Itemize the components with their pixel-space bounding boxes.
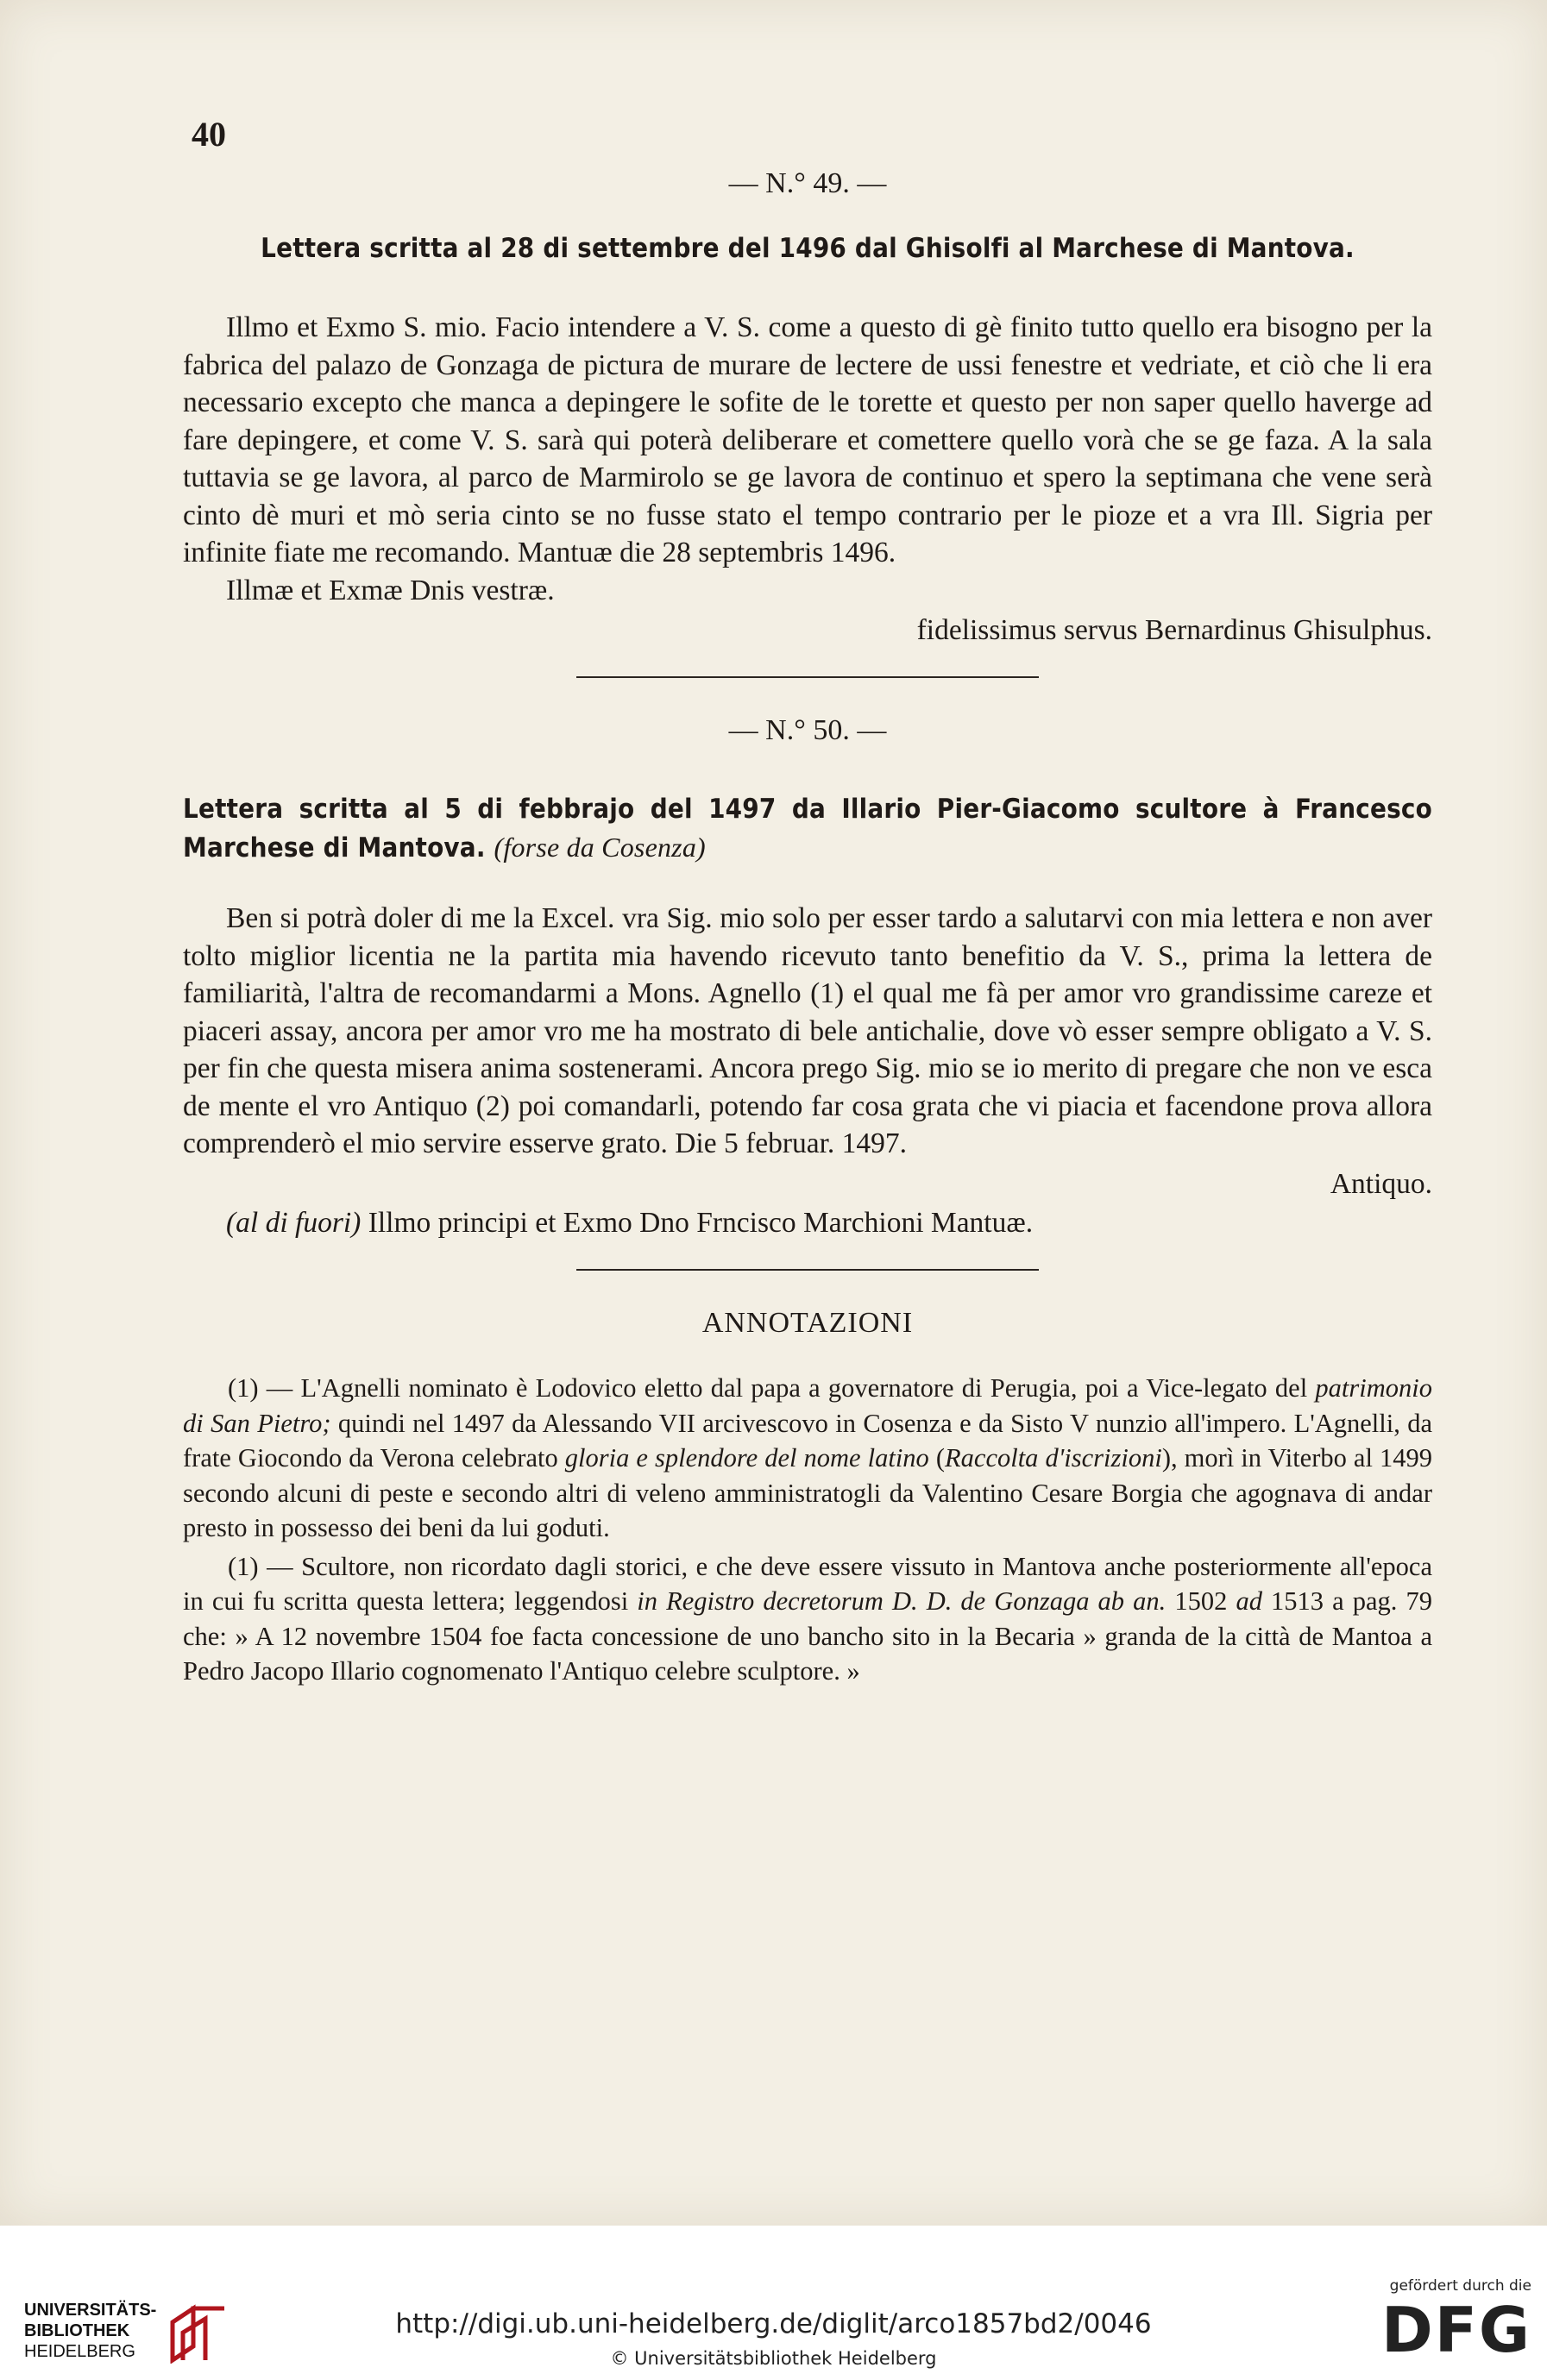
note-1-italic: patrimonio di San Pietro; [183, 1373, 1432, 1438]
page-number: 40 [192, 115, 226, 154]
note-1-text: (1) — L'Agnelli nominato è Lodovico eletto dal papa a governatore di Perugia, poi a Vice-legato del [228, 1373, 1316, 1403]
outside-label: (al di fuori) [226, 1206, 362, 1239]
letter-49-signature: fidelissimus servus Bernardinus Ghisulphus. [916, 614, 1432, 646]
dfg-logo: DFG [1380, 2294, 1531, 2366]
letter-50-heading [183, 790, 1432, 867]
note-1-text: ), morì in Viterbo al 1499 secondo alcuni di peste e secondo altri di veleno amministratogli da Valentino Cesare Borgia che agognava di andar presto in possesso dei beni da lui goduti. [183, 1443, 1432, 1542]
annotation-note-2 [183, 1549, 1432, 1689]
letter-49-closing: Illmæ et Exmæ Dnis vestræ. [226, 574, 555, 606]
note-1-italic: Raccolta d'iscrizioni [945, 1443, 1162, 1473]
letter-49-heading: Lettera scritta al 28 di settembre del 1496 dal Ghisolfi al Marchese di Mantova. [261, 233, 1355, 264]
letter-49-body: Illmo et Exmo S. mio. Facio intendere a V. S. come a questo di gè finito tutto quello era bisogno per la fabrica del palazo de Gonzaga de pictura de murare de lectere de ussi fenestre et vedriate, et ciò che li era necessario excepto che manca a depingere le sofite de le torette et questo per non saper quello haverge ad fare depingere, et come V. S. sarà qui poterà deliberare et comettere quello vorà che se ge faza. A la sala tuttavia se ge lavora, al parco de Marmirolo se ge lavora de continuo et spero la septimana che vene serà cinto dè muri et mò seria cinto se no fusse stato el tempo contrario per le pioze et a vra Ill. Sigria per infinite fiate me recomando. Mantuæ die 28 septembris 1496. [183, 311, 1432, 568]
note-1-italic: gloria e splendore del nome latino [564, 1443, 929, 1473]
letter-49-number: — N.° 49. — [728, 167, 887, 199]
letter-50-signature: Antiquo. [1330, 1167, 1432, 1200]
copyright-notice: © Universitätsbibliothek Heidelberg [610, 2348, 937, 2369]
letter-50-number: — N.° 50. — [728, 714, 887, 746]
note-2-italic: in Registro decretorum D. D. de Gonzaga ab an. [637, 1586, 1167, 1616]
letter-50-heading-note: (forse da Cosenza) [494, 832, 706, 863]
note-2-text: 1513 a pag. 79 che: » A 12 novembre 1504 foe facta concessione de uno bancho sito in la Becaria » granda de la città de Mantoa a Pedro Jacopo Illario cognomenato l'Antiquo celebre sculptore. » [183, 1586, 1433, 1686]
letter-50-outside-address [183, 1204, 1432, 1242]
page-content [183, 112, 1432, 1689]
note-1-text: ( [928, 1443, 946, 1473]
note-2-text: (1) — Scultore, non ricordato dagli storici, e che deve essere vissuto in Mantova anche posteriormente all'epoca in cui fu scritta questa lettera; leggendosi [183, 1551, 1432, 1616]
letter-50-body: Ben si potrà doler di me la Excel. vra Sig. mio solo per esser tardo a salutarvi con mia lettera e non aver tolto miglior licentia ne la partita mia havendo ricevuto tanto benefitio da V. S., prima la lettera de familiarità, l'altra de recomandarmi a Mons. Agnello (1) el qual me fà per amor vro grandissime careze et piaceri assay, ancora per amor vro me ha mostrato di bele antichalie, dove vò esser sempre obligato a V. S. per fin che questa misera anima sostenerami. Ancora prego Sig. mio se io merito di pregare che non ve esca de mente el vro Antiquo (2) poi comandarli, potendo far cosa grata che vi piacia et facendone prova allora comprenderò el mio servire esserve grato. Die 5 februar. 1497. [183, 902, 1432, 1159]
note-2-italic: ad [1236, 1586, 1262, 1616]
library-name-line: HEIDELBERG [24, 2342, 135, 2361]
funding-caption: gefördert durch die [1389, 2277, 1531, 2295]
note-1-text: quindi nel 1497 da Alessando VII arcivescovo in Cosenza e da Sisto V nunzio all'impero. L'Agnelli, da frate Giocondo da Verona celebrato [183, 1408, 1432, 1473]
note-2-text: 1502 [1166, 1586, 1236, 1616]
library-name-line: UNIVERSITÄTS- [24, 2301, 157, 2320]
library-name-line: BIBLIOTHEK [24, 2321, 130, 2340]
footer [0, 2226, 1547, 2380]
letter-50-heading-text: Lettera scritta al 5 di febbrajo del 1497 da Illario Pier-Giacomo scultore à Francesco Marchese di Mantova. [183, 794, 1432, 863]
outside-text: Illmo principi et Exmo Dno Frncisco Marchioni Mantuæ. [368, 1206, 1034, 1239]
annotation-note-1 [183, 1371, 1432, 1546]
permalink-url[interactable]: http://digi.ub.uni-heidelberg.de/diglit/arco1857bd2/0046 [395, 2308, 1152, 2339]
funding-logo [1359, 2277, 1531, 2372]
annotations-title: ANNOTAZIONI [701, 1307, 914, 1339]
